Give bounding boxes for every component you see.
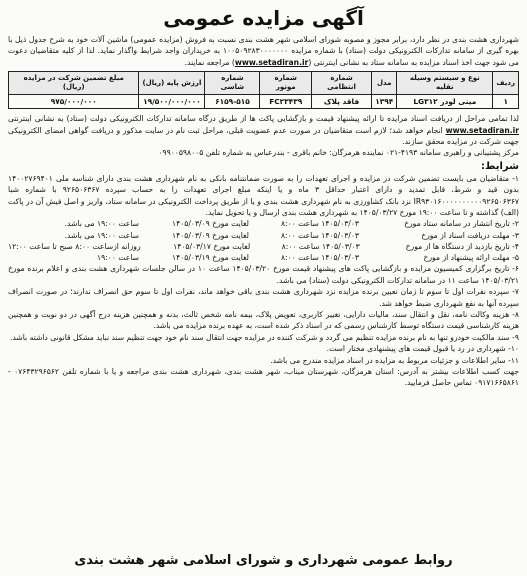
dates-list bbox=[8, 218, 519, 263]
table-header-row bbox=[9, 72, 519, 95]
date-time: ساعت ۱۹:۰۰ می باشد. bbox=[64, 219, 139, 229]
cell-model: ۱۳۹۴ bbox=[372, 95, 397, 109]
table-row bbox=[9, 95, 519, 109]
closing-contact: جهت کسب اطلاعات بیشتر به آدرس: استان هرمزگان، شهرستان میناب، شهر هشت بندی، شهرداری هشت بندی مراجعه و یا با شماره تلفن ۰۷۶۴۳۲۹۶۵۶۲ - ۰۹۱۷۱۶۶۵۸۶۱ تماس حاصل فرمایید. bbox=[8, 366, 519, 388]
date-from: ۱۴۰۵/۰۳/۰۳ ساعت ۸:۰۰ bbox=[280, 219, 359, 229]
date-to: لغایت مورخ ۱۴۰۵/۰۳/۱۹ bbox=[172, 253, 249, 263]
date-label: ۵- مهلت ارائه پیشنهاد از مورخ bbox=[423, 253, 519, 263]
date-time: ساعت ۱۹:۰۰ می باشد. bbox=[64, 230, 139, 240]
conditions-heading: شرایط: bbox=[481, 160, 519, 172]
cell-base-value: ۱۹/۵۰۰/۰۰۰/۰۰۰ bbox=[139, 95, 205, 109]
date-row-inspection bbox=[8, 241, 519, 252]
condition-11: ۱۱- سایر اطلاعات و جزئیات مربوط به مزایده در اسناد مزایده مندرج می باشد. bbox=[270, 355, 519, 365]
col-header-model: مدل bbox=[372, 72, 397, 95]
col-header-guarantee-amount: مبلغ تضمین شرکت در مزایده (ریال) bbox=[9, 72, 139, 95]
date-label: ۴- تاریخ بازدید از دستگاه ها از مورخ bbox=[405, 241, 519, 251]
condition-9: ۹- سند مالکیت خودرو تنها به نام برنده مزایده تنظیم می گردد و شرکت کننده در مزایده جهت انتقال سند نام خود جهت تنظیم سند نباید مشکل قانونی داشته باشد. bbox=[9, 332, 519, 342]
cell-vehicle-type: مینی لودر LG۳۱۲ bbox=[397, 95, 493, 109]
date-from: ۱۴۰۵/۰۳/۰۳ ساعت ۸:۰۰ bbox=[281, 241, 360, 251]
notice-title: آگهی مزایده عمومی bbox=[163, 6, 364, 30]
col-header-base-value: ارزش پایه (ریال) bbox=[139, 72, 205, 95]
cell-chassis-number: ۶۱۵۹-۵۱۵ bbox=[205, 95, 260, 109]
col-header-engine-number: شماره موتور bbox=[260, 72, 311, 95]
condition-6: ۶- تاریخ برگزاری کمیسیون مزایده و بازگشایی پاکت های پیشنهاد قیمت مورخ ۱۴۰۵/۰۳/۲۰ ساعت ۱۰ در سالن جلسات شهرداری هشت بندی و اعلام برنده مورخ ۱۴۰۵/۰۳/۲۱ ساعت ۱۱ در سامانه تدارکات الکترونیکی دولت (ستاد) می باشد. bbox=[8, 264, 520, 285]
intro-end-text: ) مراجعه نمایند. bbox=[184, 57, 235, 67]
cell-engine-number: FC۲۳۴۳۹ bbox=[260, 95, 311, 109]
cell-guarantee-amount: ۹۷۵/۰۰۰/۰۰۰ bbox=[9, 95, 139, 109]
cell-row-number: ۱ bbox=[493, 95, 519, 109]
process-link[interactable]: www.setadiran.ir bbox=[445, 125, 519, 135]
condition-1: ۱- متقاضیان می بایست تضمین شرکت در مزایده و اجرای تعهدات را به صورت ضمانتنامه بانکی به نام شهرداری هشت بندی دارای شناسه ملی ۱۴۰۰۲۷۶۹۴۰۱ بدون قید و شرط، قابل تمدید و دارای اعتبار حداقل ۳ ماه و یا اینکه مبلغ اجرای تعهدات را به حساب سپرده ۹۲۶۵۰۶۳۶۷ با شماره شبا IR۹۳۰۱۶۰۰۰۰۰۰۰۰۰۰۹۲۶۵۰۶۳۶۷ نزد بانک کشاورزی به نام شهرداری هشت بندی و یا از طریق پرداخت الکترونیکی در سامانه ستاد، واریز و اصل فیش آن در پاکت (الف) گذاشته و تا ساعت ۱۹:۰۰ مورخ ۱۴۰۵/۰۳/۲۷ به شهرداری هشت بندی ارسال و یا تحویل نماید. bbox=[8, 173, 519, 218]
date-row-proposal bbox=[8, 252, 519, 263]
condition-10: ۱۰- شهرداری در رد یا قبول قیمت های پیشنهادی مختار است. bbox=[326, 344, 519, 354]
intro-text: شهرداری هشت بندی در نظر دارد، برابر مجوز و مصوبه شورای اسلامی شهر هشت بندی نسبت به فروش (مزایده عمومی) ماشین آلات خود به شرح جدول ذیل با بهره گیری از سامانه تدارکات الکترونیکی دولت (ستاد) با شماره مزایده ۱۰۰۵۰۹۲۸۳۰۰۰۰۰۰۰ به خریداران واجد شرایط واگذار نماید. لذا از کلیه متقاضیان دعوت می شود جهت اخذ اسناد مزایده به سامانه ستاد به نشانی اینترنتی ( bbox=[8, 35, 519, 67]
date-from: ۱۴۰۵/۰۳/۰۳ ساعت ۸:۰۰ bbox=[280, 253, 359, 263]
intro-paragraph bbox=[8, 34, 519, 68]
auction-items-table bbox=[8, 71, 519, 109]
date-time: ساعت ۱۹:۰۰ bbox=[97, 253, 139, 263]
col-header-plate-number: شماره انتظامی bbox=[311, 72, 371, 95]
cell-plate-number: فاقد پلاک bbox=[311, 95, 371, 109]
condition-7: ۷- سپرده نفرات اول تا سوم تا زمان تعیین برنده مزایده نزد شهرداری هشت بندی باقی خواهد ماند، نفرات اول تا سوم حق انصراف ندارند؛ در صورت انصراف سپرده آنها به نفع شهرداری ضبط خواهد شد. bbox=[8, 287, 519, 308]
date-from: ۱۴۰۵/۰۳/۰۳ ساعت ۸:۰۰ bbox=[280, 230, 359, 240]
col-header-row-number: ردیف bbox=[493, 72, 519, 95]
process-text-a: لذا تمامی مراحل از دریافت اسناد مزایده تا ارائه پیشنهاد قیمت و بازگشایی پاکت ها از طریق درگاه سامانه تدارکات الکترونیکی دولت (ستاد) به نشانی اینترنتی bbox=[8, 114, 519, 124]
support-contact: مرکز پشتیبانی و راهبری سامانه ۴۱۹۳-۰۲۱ نماینده هرمزگان: خانم باقری - بندرعباس به شماره تلفن ۰۹۹۰۰۵۹۸۰۰۵ bbox=[158, 148, 519, 158]
date-time: روزانه ازساعت ۸:۰۰ صبح تا ساعت ۱۲:۰۰ bbox=[7, 241, 141, 251]
footer-signature: روابط عمومی شهرداری و شورای اسلامی شهر هشت بندی bbox=[74, 553, 453, 568]
date-to: لغایت مورخ ۱۴۰۵/۰۳/۰۹ bbox=[172, 219, 249, 229]
date-label: ۲- تاریخ انتشار در سامانه ستاد مورخ bbox=[404, 219, 519, 229]
date-to: لغایت مورخ ۱۴۰۵/۰۳/۰۹ bbox=[172, 230, 249, 240]
intro-link[interactable]: www.setadiran.ir bbox=[234, 57, 309, 67]
date-row-documents bbox=[8, 230, 519, 241]
condition-8: ۸- هزینه وکالت نامه، نقل و انتقال سند، مالیات دارایی، تغییر کاربری، تعویض پلاک، بیمه نامه شخص ثالث، بدنه و همچنین هزینه درج آگهی در دو نوبت و همچنین هزینه کارشناسی قیمت دستگاه توسط کارشناس رسمی که در اسناد ذکر شده است، به عهده برنده مزایده می باشد. bbox=[8, 309, 519, 331]
process-paragraph bbox=[8, 113, 519, 147]
process-text-b: انجام خواهد شد؛ لازم است متقاضیان در صورت عدم عضویت قبلی، مراحل ثبت نام در سایت مذکور و دریافت گواهی امضای الکترونیکی جهت شرکت در مزایده محقق سازند. bbox=[8, 125, 519, 147]
date-to: لغایت مورخ ۱۴۰۵/۰۳/۱۷ bbox=[173, 241, 251, 251]
date-label: ۳- مهلت دریافت اسناد از مورخ bbox=[421, 230, 519, 240]
col-header-chassis-number: شماره شاسی bbox=[205, 72, 260, 95]
date-row-publish bbox=[8, 218, 519, 229]
col-header-vehicle-type: نوع و سیستم وسیله نقلیه bbox=[397, 72, 493, 95]
